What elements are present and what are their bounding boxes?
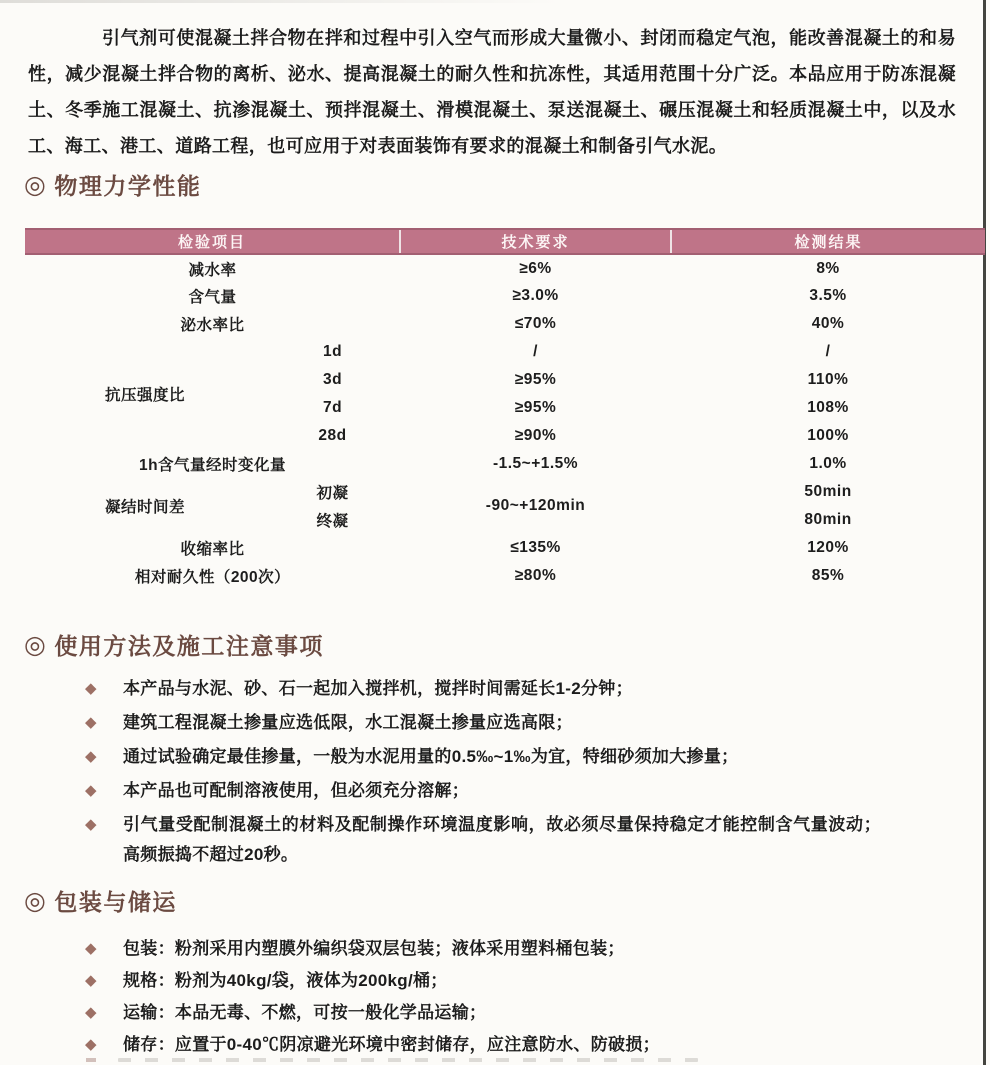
diamond-bullet-icon: ◆ (85, 714, 97, 731)
table-row (25, 338, 985, 366)
cell-result: 40% (811, 315, 845, 332)
table-row (25, 254, 985, 282)
cell-item: 1h含气量经时变化量 (138, 457, 287, 474)
list-item (28, 934, 948, 964)
list-item-text: 储存：应置于0-40℃阴凉避光环境中密封储存，应注意防水、防破损； (123, 1035, 660, 1054)
col-header-item: 检验项目 (25, 229, 400, 254)
list-item (28, 966, 948, 996)
list-item-text: 通过试验确定最佳掺量，一般为水泥用量的0.5‰~1‰为宜，特细砂须加大掺量； (123, 747, 739, 766)
cell-subitem: 28d (318, 427, 347, 444)
double-circle-icon: ◎ (24, 170, 48, 199)
table-row (25, 282, 985, 310)
list-item (28, 998, 948, 1028)
cell-subitem: 1d (322, 343, 343, 360)
cell-subitem: 初凝 (316, 485, 349, 502)
scan-top-edge (0, 0, 560, 3)
table-row (25, 534, 985, 562)
cell-item-group: 抗压强度比 (104, 387, 185, 404)
cell-result: 120% (807, 539, 849, 556)
list-item-text: 引气量受配制混凝土的材料及配制操作环境温度影响，故必须尽量保持稳定才能控制含气量波动；高频振捣不超过20秒。 (123, 815, 881, 864)
list-item (28, 1030, 948, 1060)
table-row (25, 478, 985, 506)
list-item-text: 建筑工程混凝土掺量应选低限，水工混凝土掺量应选高限； (123, 713, 573, 732)
list-item (28, 708, 948, 738)
packing-storage-list (28, 934, 948, 1062)
cell-item: 减水率 (188, 261, 237, 279)
diamond-bullet-icon: ◆ (85, 1004, 97, 1021)
cell-item: 含气量 (188, 289, 237, 306)
double-circle-icon: ◎ (24, 630, 48, 659)
intro-paragraph: 引气剂可使混凝土拌合物在拌和过程中引入空气而形成大量微小、封闭而稳定气泡，能改善混凝土的和易性，减少混凝土拌合物的离析、泌水、提高混凝土的耐久性和抗冻性，其适用范围十分广泛。本品应用于防冻混凝土、冬季施工混凝土、抗渗混凝土、预拌混凝土、滑模混凝土、泵送混凝土、碾压混凝土和轻质混凝土中，以及水工、海工、港工、道路工程，也可应用于对表面装饰有要求的混凝土和制备引气水泥。 (28, 28, 956, 156)
usage-notes-list (28, 674, 948, 874)
diamond-bullet-icon: ◆ (85, 972, 97, 989)
section-heading-usage (24, 628, 324, 661)
list-item-text: 运输：本品无毒、不燃，可按一般化学品运输； (123, 1003, 487, 1022)
cell-subitem: 终凝 (316, 513, 349, 530)
diamond-bullet-icon: ◆ (85, 816, 97, 833)
cell-result: 3.5% (809, 287, 847, 304)
section-title: 包装与储运 (54, 889, 177, 915)
double-circle-icon: ◎ (24, 886, 48, 915)
list-item-text: 包装：粉剂采用内塑膜外编织袋双层包装；液体采用塑料桶包装； (123, 939, 625, 958)
cell-result: 8% (816, 259, 840, 277)
cutoff-text-remnant (118, 1058, 698, 1062)
cell-requirement: ≥80% (514, 567, 557, 584)
list-item-text: 规格：粉剂为40kg/袋，液体为200kg/桶； (123, 971, 448, 990)
cell-requirement: ≥3.0% (512, 287, 559, 304)
cell-item: 收缩率比 (180, 541, 245, 558)
section-heading-physical (24, 168, 201, 201)
section-title: 使用方法及施工注意事项 (54, 633, 324, 659)
list-item-text: 本产品与水泥、砂、石一起加入搅拌机，搅拌时间需延长1-2分钟； (123, 679, 633, 698)
diamond-bullet-icon: ◆ (85, 680, 97, 697)
list-item (28, 810, 948, 870)
cell-result: 85% (811, 567, 845, 584)
cell-result: 50min (804, 483, 852, 500)
cell-requirement: ≥95% (514, 399, 557, 416)
cell-subitem: 3d (322, 371, 343, 388)
diamond-bullet-icon: ◆ (85, 782, 97, 799)
cell-requirement: ≤135% (510, 539, 561, 556)
cell-requirement: ≥6% (519, 259, 552, 277)
cell-result: 80min (804, 511, 852, 528)
list-item-text: 本产品也可配制溶液使用，但必须充分溶解； (123, 781, 469, 800)
cell-requirement: -1.5~+1.5% (492, 455, 579, 472)
list-item (28, 674, 948, 704)
table-row (25, 562, 985, 590)
cell-result: 1.0% (809, 455, 847, 472)
section-heading-packing (24, 884, 177, 917)
cell-item: 相对耐久性（200次） (134, 569, 291, 586)
diamond-bullet-icon: ◆ (85, 748, 97, 765)
cell-result: / (825, 343, 831, 360)
cell-requirement: / (533, 343, 538, 360)
diamond-bullet-icon: ◆ (85, 940, 97, 957)
cell-subitem: 7d (322, 399, 343, 416)
cell-requirement: -90~+120min (485, 497, 586, 514)
cell-item: 泌水率比 (180, 317, 245, 334)
cell-requirement: ≥90% (514, 427, 557, 444)
table-row (25, 310, 985, 338)
list-item (28, 742, 948, 772)
cell-item-group: 凝结时间差 (104, 499, 185, 516)
cell-requirement: ≤70% (514, 315, 557, 332)
section-title: 物理力学性能 (54, 173, 202, 199)
list-item (28, 776, 948, 806)
table-row (25, 450, 985, 478)
diamond-bullet-icon: ◆ (85, 1036, 97, 1053)
physical-properties-table (25, 228, 985, 590)
cutoff-bullet-remnant (86, 1058, 96, 1062)
col-header-requirement: 技术要求 (400, 229, 671, 254)
table-header-row (25, 229, 985, 254)
col-header-result: 检测结果 (671, 229, 985, 254)
cell-requirement: ≥95% (514, 371, 557, 388)
cell-result: 100% (807, 427, 849, 444)
cell-result: 108% (807, 399, 849, 416)
cell-result: 110% (807, 371, 849, 388)
